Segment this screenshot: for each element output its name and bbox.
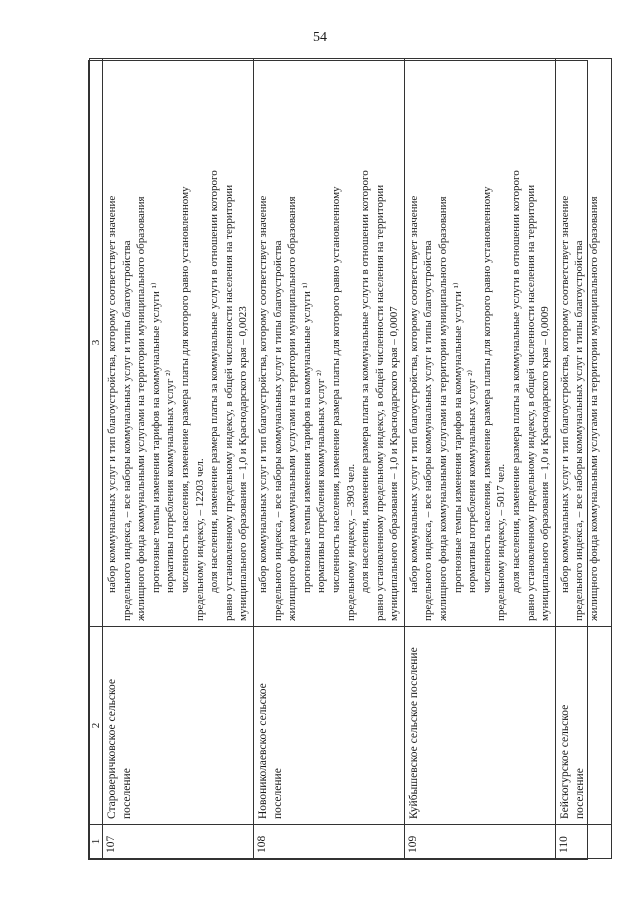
row-number: 110	[555, 825, 611, 859]
description-line: жилищного фонда коммунальными услугами на территории муниципального образования	[588, 196, 600, 621]
description-line: предельного индекса, – все наборы коммунальных услуг и типы благоустройства	[120, 240, 133, 621]
settlement-name-line: поселение	[121, 768, 133, 819]
description-line: доля населения, изменение размера платы за коммунальные услуги в отношении которого	[359, 170, 372, 593]
description-line: жилищного фонда коммунальными услугами на территории муниципального образования	[135, 196, 148, 621]
description-line: предельного индекса, – все наборы коммунальных услуг и типы благоустройства	[422, 240, 435, 621]
row-number: 108	[253, 825, 404, 859]
description-line: прогнозные темпы изменения тарифов на коммунальные услуги ¹⁾	[300, 282, 313, 593]
table-row	[103, 59, 254, 859]
description-line: набор коммунальных услуг и тип благоустройства, которому соответствует значение	[256, 195, 269, 593]
tariff-description	[404, 59, 555, 627]
page-number: 54	[313, 30, 327, 45]
description-line: жилищного фонда коммунальными услугами на территории муниципального образования	[437, 196, 450, 621]
description-line: муниципального образования – 1,0 и Краснодарского края – 0,0009	[539, 306, 552, 621]
description-line: прогнозные темпы изменения тарифов на коммунальные услуги ¹⁾	[149, 282, 162, 593]
tariff-description	[253, 59, 404, 627]
description-line: набор коммунальных услуг и тип благоустройства, которому соответствует значение	[407, 195, 420, 593]
description-line: предельного индекса, – все наборы коммунальных услуг и типы благоустройства	[573, 240, 586, 621]
header-col-1: 1	[90, 825, 103, 859]
description-line: муниципального образования – 1,0 и Краснодарского края – 0,0007	[388, 306, 401, 621]
tariff-description	[555, 59, 611, 627]
description-line: предельному индексу, – 5017 чел.	[495, 463, 508, 621]
settlement-name-line: Новониколаевское сельское	[256, 683, 269, 819]
settlement-name	[253, 627, 404, 825]
description-line: доля населения, изменение размера платы за коммунальные услуги в отношении которого	[510, 170, 523, 593]
settlement-name	[404, 627, 555, 825]
settlement-name-line: Староверичковское сельское	[106, 679, 118, 819]
row-number: 107	[103, 825, 254, 859]
description-line: прогнозные темпы изменения тарифов на коммунальные услуги ¹⁾	[451, 282, 464, 593]
description-line: предельного индекса, – все наборы коммунальных услуг и типы благоустройства	[271, 240, 284, 621]
table-row	[404, 59, 555, 859]
tariff-table	[89, 58, 612, 859]
table-wrap	[88, 60, 600, 860]
settlement-name-line: Бейсюгурское сельское	[558, 704, 571, 819]
description-line: набор коммунальных услуг и тип благоустройства, которому соответствует значение	[106, 195, 118, 593]
description-line: доля населения, изменение размера платы за коммунальные услуги в отношении которого	[208, 170, 221, 593]
description-line: жилищного фонда коммунальными услугами на территории муниципального образования	[286, 196, 299, 621]
description-line: нормативы потребления коммунальных услуг ²⁾	[466, 369, 479, 593]
header-col-2: 2	[90, 627, 103, 825]
settlement-name-line: поселение	[573, 768, 586, 819]
settlement-name	[555, 627, 611, 825]
settlement-name-line: Куйбышевское сельское поселение	[407, 647, 420, 819]
description-line: предельному индексу, – 12203 чел.	[193, 458, 206, 621]
table-row	[555, 59, 611, 859]
description-line: равно установленному предельному индексу, в общей численности населения на территории	[373, 184, 386, 621]
table-body	[103, 59, 612, 859]
description-line: равно установленному предельному индексу, в общей численности населения на территории	[524, 184, 537, 621]
tariff-description	[103, 59, 254, 627]
header-col-3: 3	[90, 59, 103, 627]
description-line: численность населения, изменение размера платы для которого равно установленному	[329, 186, 342, 593]
description-line: нормативы потребления коммунальных услуг ²⁾	[164, 369, 177, 593]
settlement-name	[103, 627, 254, 825]
description-line: численность населения, изменение размера платы для которого равно установленному	[480, 186, 493, 593]
header-row	[90, 59, 103, 859]
description-line: нормативы потребления коммунальных услуг ²⁾	[315, 369, 328, 593]
table-row	[253, 59, 404, 859]
settlement-name-line: поселение	[271, 768, 284, 819]
row-number: 109	[404, 825, 555, 859]
description-line: численность населения, изменение размера платы для которого равно установленному	[178, 186, 191, 593]
description-line: набор коммунальных услуг и тип благоустройства, которому соответствует значение	[558, 195, 571, 593]
description-line: предельному индексу, – 3903 чел.	[344, 463, 357, 621]
description-line: равно установленному предельному индексу, в общей численности населения на территории	[222, 184, 235, 621]
description-line: муниципального образования – 1,0 и Краснодарского края – 0,0023	[237, 306, 250, 621]
rotated-table-frame	[88, 60, 600, 860]
